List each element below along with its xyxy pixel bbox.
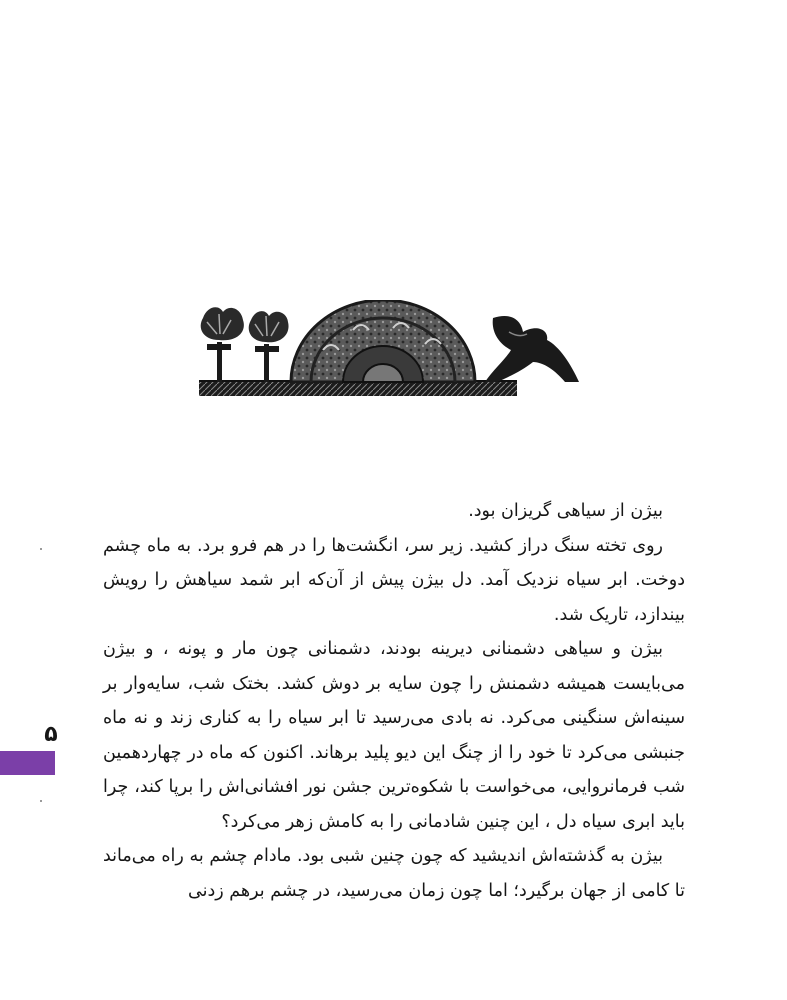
paragraph-1: بیژن از سیاهی گریزان بود. xyxy=(468,501,663,521)
page-number: ۵ xyxy=(44,722,58,747)
margin-speck xyxy=(40,548,42,550)
persian-motif-illustration xyxy=(193,300,583,400)
tree-left-icon xyxy=(201,307,244,382)
paragraph-2: روی تخته سنگ دراز کشید. زیر سر، انگشت‌ها را در هم فرو برد. به ماه چشم دوخت. ابر سیاه نزدیک آمد. دل بیژن پیش از آن‌که ابر شمد سیاهش را رویش بیندازد، تاریک شد. xyxy=(103,535,685,625)
paragraph-4: بیژن به گذشته‌اش اندیشید که چون چنین شبی بود. مادام چشم به راه می‌ماند تا کامی از جهان برگیرد؛ اما چون زمان می‌رسید، در چشم برهم زدنی xyxy=(103,846,685,901)
bird-figure-icon xyxy=(485,316,579,382)
page-tab-marker xyxy=(0,751,55,775)
tree-right-icon xyxy=(249,311,289,382)
carved-disc-icon xyxy=(291,300,475,382)
body-text xyxy=(103,494,685,908)
paragraph-3: بیژن و سیاهی دشمنانی دیرینه بودند، دشمنانی چون مار و پونه ، و بیژن می‌بایست همیشه دشمنش را چون سایه بر دوش کشد. بختک شب، سایه‌وار بر سینه‌اش سنگینی می‌کرد. نه بادی می‌رسید تا ابر سیاه را به کناری زند و نه ماه جنبشی می‌کرد تا خود را از چنگ این دیو پلید برهاند. اکنون که ماه در چهاردهمین شب فرمانروایی، می‌خواست با شکوه‌ترین جشن نور افشانی‌اش را برپا کند، چرا باید ابری سیاه دل ، این چنین شادمانی را به کامش زهر می‌کرد؟ xyxy=(103,639,685,832)
margin-speck xyxy=(40,800,42,802)
